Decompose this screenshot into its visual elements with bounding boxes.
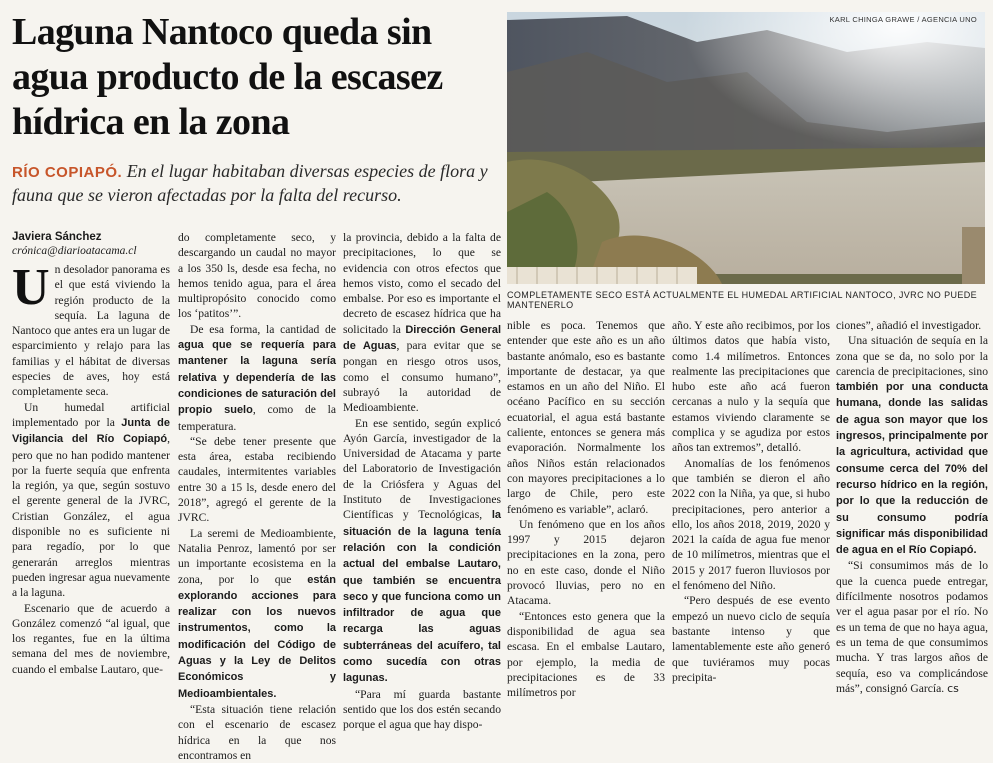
photo-caption: COMPLETAMENTE SECO ESTÁ ACTUALMENTE EL HUMEDAL ARTIFICIAL NANTOCO, JVRC NO PUEDE MANTENERLO — [507, 290, 978, 310]
paragraph: la provincia, debido a la falta de precipitaciones, lo que se evidencia con otros efectos que hemos visto, como el secado del embalse. Por eso es importante el decreto de escasez hídrica que ha solicitado la — [343, 231, 501, 336]
paragraph-cont: , para evitar que se pongan en riesgo otros usos, como el consumo humano”, subrayó la autoridad de Medioambiente. — [343, 339, 501, 415]
paragraph: año. Y este año recibimos, por los últimos datos que había visto, como 1.4 milímetros. Entonces realmente las precipitaciones que hubo este año acá fueron cercanas a nulo y la sequía que estamos viviendo claramente se complica y se agudiza por estos años tan extremos”, detalló. — [672, 319, 830, 455]
paragraph: En ese sentido, según explicó Ayón García, investigador de la Universidad de Atacama y parte del Laboratorio de Investigación de la Criósfera y Aguas del Instituto de Investigaciones Científicas y Tecnológicas, — [343, 416, 501, 522]
photo-dry-lagoon — [507, 12, 985, 284]
subhead-text: En el lugar habitaban diversas especies de flora y fauna que se vieron afectadas por la falta del recurso. — [12, 161, 488, 205]
news-photo — [507, 12, 985, 284]
paragraph: La seremi de Medioambiente, Natalia Penroz, lamentó por ser un importante ecosistema en la zona, por lo que — [178, 526, 336, 586]
bold-phrase: Junta de Vigilancia del Río Copiapó — [12, 416, 171, 446]
paragraph: Anomalías de los fenómenos que también se dieron el año 2022 con la Niña, ya que, si hubo precipitaciones, pero anterior a ello, los años 2018, 2019, 2020 y 2021 la caída de agua fue menor de 10 milímetros, mientras que el 2015 y 2017 fueron lluviosos por el fenómeno del Niño. — [672, 456, 830, 593]
paragraph: “Esta situación tiene relación con el escenario de escasez hídrica en la que nos encontramos en — [178, 702, 336, 762]
paragraph: “Pero después de ese evento empezó un nuevo ciclo de sequía bastante intenso y que lamentablemente este año generó que tuviéramos muy pocas precipita- — [672, 594, 830, 684]
body-column-5 — [672, 318, 830, 684]
body-column-2 — [178, 230, 337, 762]
paragraph: Un fenómeno que en los años 1997 y 2015 dejaron precipitaciones en la zona, pero no en este caso, donde el Niño provocó lluvias, pero no en Atacama. — [507, 517, 665, 608]
bold-phrase: la situación de la laguna tenía relación con la condición actual del embalse Lautaro, que también se encuentra seco y que funciona como un infiltrador de agua que recarga las aguas subterráneas del acuífero, tal como sucedía con otras lagunas. — [343, 509, 501, 685]
kicker: RÍO COPIAPÓ. — [12, 164, 123, 181]
subheadline — [12, 160, 504, 206]
headline: Laguna Nantoco queda sin agua producto de la escasez hídrica en la zona — [12, 11, 443, 143]
body-column-4 — [507, 318, 665, 700]
paragraph: “Para mí guarda bastante sentido que los dos estén secando porque el agua que hay dispo- — [343, 687, 501, 732]
paragraph-cont: , pero que no han podido mantener por la fuerte sequía que enfrenta la región, ya que, según sostuvo el gerente general de la JVRC, Cristian González, el agua disponible no es suficiente ni para regadío, por lo que generarán arreglos mientras pueden ingresar agua nuevamente a la laguna. — [12, 432, 170, 600]
paragraph: do completamente seco, y descargando un caudal no mayor a los 350 ls, desde esa fecha, no hemos tenido agua, para el área multipropósito conocido como los ‘patitos’”. — [178, 231, 336, 321]
paragraph: “Entonces esto genera que la disponibilidad de agua sea escasa. En el embalse Lautaro, por ejemplo, la media de precipitaciones es de 33 milímetros por — [507, 609, 665, 700]
paragraph: Un humedal artificial implementado por la — [12, 400, 170, 429]
paragraph: nible es poca. Tenemos que entender que este año es un año bastante anómalo, eso es bastante importante de destacar, ya que estamos en un año del Niño. El océano Pacífico en su sección ecuatorial, el agua está bastante caliente, entonces se genera más evaporación. Normalmente los años Niños están relacionados con mayores precipitaciones a lo largo de Chile, pero este fenómeno es variable”, aclaró. — [507, 319, 665, 516]
bold-phrase: Dirección General de Aguas — [343, 323, 501, 353]
paragraph: “Se debe tener presente que esta área, estaba recibiendo caudales, intermitentes variables entre 30 a 15 ls, desde enero del 2018”, agregó el gerente de la JVRC. — [178, 434, 336, 525]
body-column-1 — [12, 259, 171, 676]
bold-phrase: agua que se requería para mantener la laguna sería relativa y dependería de las condiciones de saturación del propio suelo — [178, 339, 336, 417]
paragraph: n desolador panorama es el que está viviendo la región producto de la sequía. La laguna de Nantoco que antes era un lugar de esparcimiento y relajo para las familias y el hábitat de diversas especies de aves, hoy está completamente seca. — [12, 263, 170, 399]
byline — [12, 230, 172, 258]
photo-credit: KARL CHINGA GRAWE / AGENCIA UNO — [829, 15, 977, 24]
body-column-6 — [836, 318, 988, 695]
paragraph: Escenario que de acuerdo a González comenzó “al igual, que los regantes, fue en la última semana del mes de noviembre, cuando el embalse Lautaro, que- — [12, 601, 170, 676]
author-email: crónica@diarioatacama.cl — [12, 245, 137, 257]
paragraph: De esa forma, la cantidad de — [190, 322, 336, 336]
author-name: Javiera Sánchez — [12, 231, 102, 243]
bold-phrase: están explorando acciones para realizar con los nuevos instrumentos, como la modificación del Código de Aguas y la Ley de Delitos Económicos y Medioambientales. — [178, 573, 336, 700]
paragraph: “Si consumimos más de lo que la cuenca puede entregar, difícilmente nosotros podamos ver el agua pasar por el río. No es un tema de que no haya agua, es un tema de que consumimos mucha. Y tras largos años de sequía, eso va complicándose más”, consignó García. — [836, 559, 988, 695]
paragraph: Una situación de sequía en la zona que se da, no solo por la carencia de precipitaciones, sino — [836, 334, 988, 378]
drop-cap: U — [12, 259, 50, 316]
end-mark: cs — [947, 681, 959, 695]
paragraph-cont: , como de la temperatura. — [178, 403, 337, 433]
bold-phrase: también por una conducta humana, donde las salidas de agua son mayor que los ingresos, principalmente por la agricultura, actividad que consume cerca del 70% del recurso hídrico en la región, por lo que la reducción de su consumo podría significar más disponibilidad de agua en el Río Copiapó. — [836, 381, 988, 557]
body-column-3 — [343, 230, 501, 732]
paragraph: ciones”, añadió el investigador. — [836, 319, 982, 332]
